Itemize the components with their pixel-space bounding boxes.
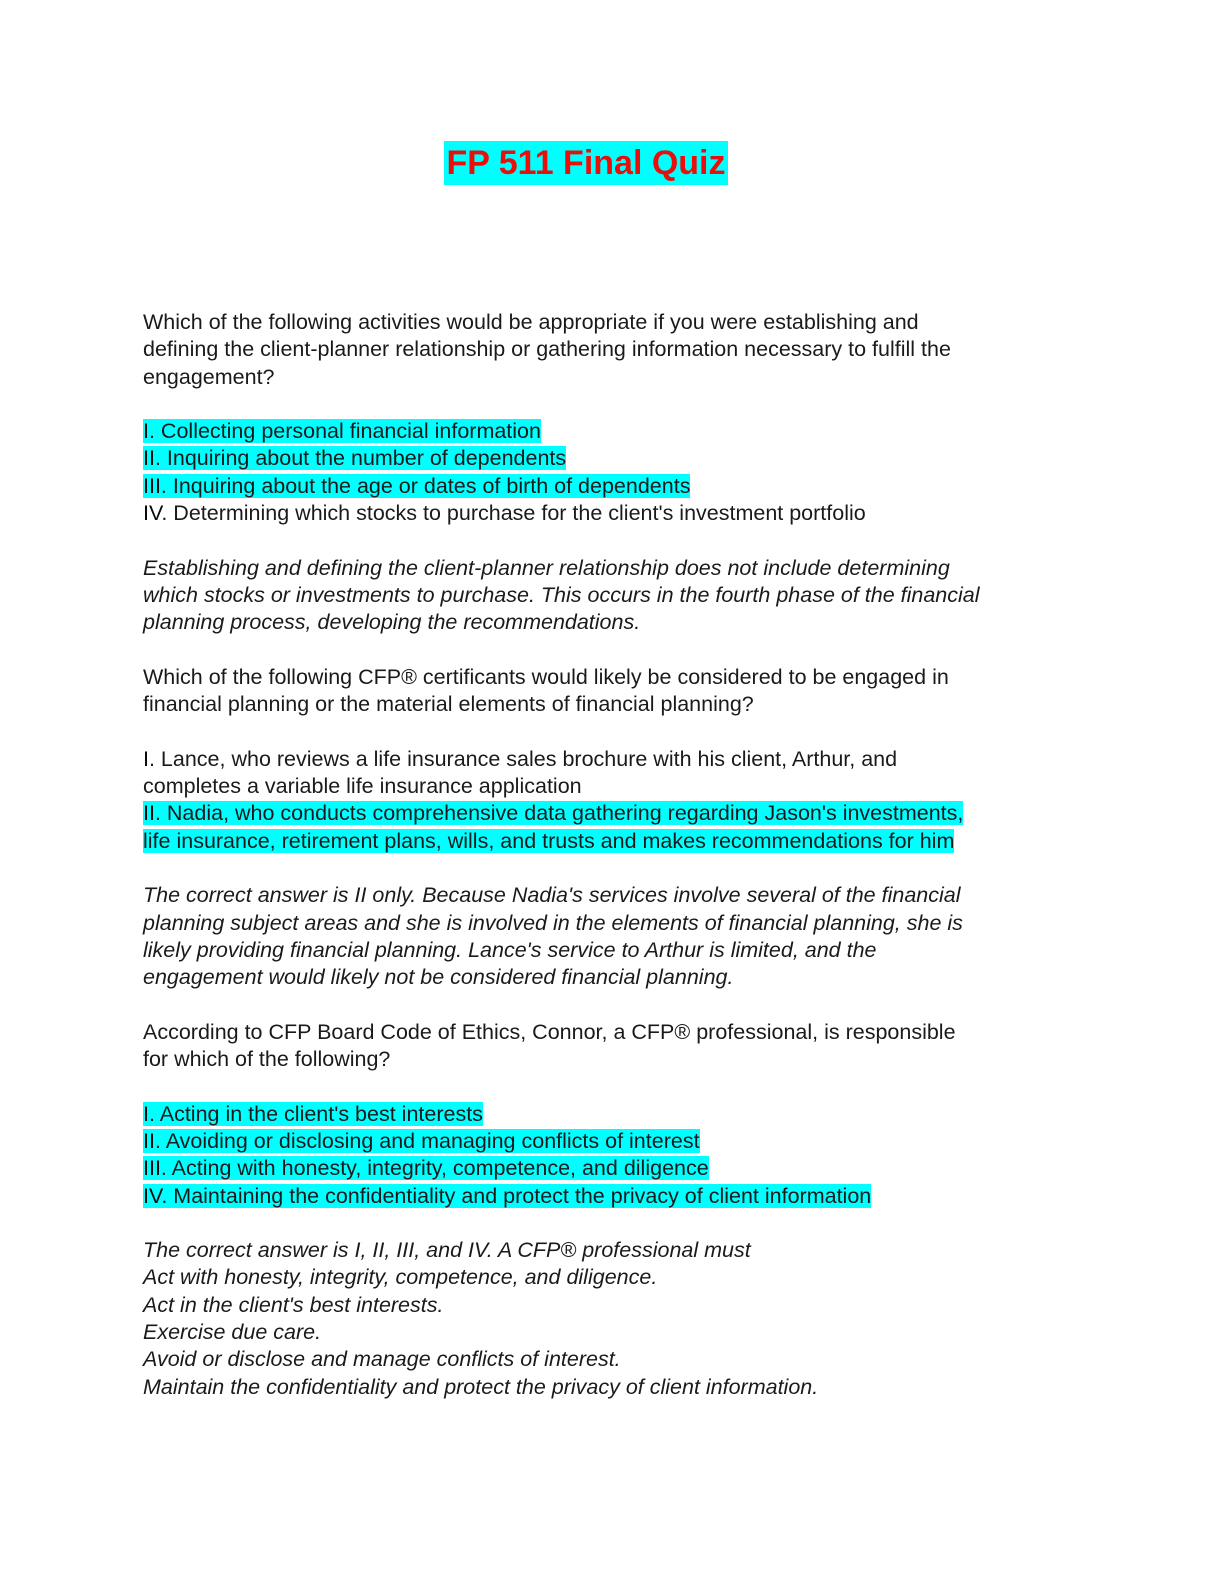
q1-option [143,445,1083,472]
option-number: III [143,1156,161,1181]
q3-question [143,1019,1083,1074]
option-text: . Collecting personal financial information [148,419,541,444]
q3-explanation-line: Act with honesty, integrity, competence, and diligence. [143,1265,658,1290]
option-number: II [143,1128,155,1153]
quiz-content [143,309,1083,1428]
option-text: . Avoiding or disclosing and managing conflicts of interest [154,1128,700,1153]
q2-question-line: Which of the following CFP® certificants would likely be considered to be engaged in [143,664,949,689]
q2-question [143,664,1083,719]
option-number: I [143,1101,149,1126]
option-text: . Lance, who reviews a life insurance sales brochure with his client, Arthur, and [148,746,898,771]
option-text: . Acting in the client's best interests [148,1101,483,1126]
q1-explanation-line: Establishing and defining the client-planner relationship does not include determining [143,555,950,580]
option-number: III [143,473,161,498]
q2-explanation-line: engagement would likely not be considered financial planning. [143,965,734,990]
option-number: IV [143,1183,162,1208]
q3-explanation-line: Maintain the confidentiality and protect the privacy of client information. [143,1374,819,1399]
q3-explanation-line: The correct answer is I, II, III, and IV. A CFP® professional must [143,1238,751,1263]
q1-question [143,309,1083,391]
title-wrap [143,141,1083,185]
q1-explanation-line: planning process, developing the recommendations. [143,610,641,635]
q3-question-line: for which of the following? [143,1047,391,1072]
q3-option [143,1155,1083,1182]
q3-explanation-line: Avoid or disclose and manage conflicts of interest. [143,1347,621,1372]
option-text: . Nadia, who conducts comprehensive data gathering regarding Jason's investments, [154,801,964,826]
option-number: II [143,801,155,826]
option-text: . Maintaining the confidentiality and protect the privacy of client information [161,1183,872,1208]
q1-question-line: engagement? [143,364,275,389]
q3-option [143,1101,1083,1128]
option-text: . Inquiring about the number of dependents [154,446,567,471]
q3-explanation-line: Exercise due care. [143,1319,322,1344]
q2-options [143,746,1083,855]
q3-option [143,1128,1083,1155]
q1-explanation-line: which stocks or investments to purchase. This occurs in the fourth phase of the financial [143,582,980,607]
option-number: I [143,419,149,444]
q1-option [143,473,1083,500]
option-text: life insurance, retirement plans, wills, and trusts and makes recommendations for him [143,828,955,853]
q2-option [143,746,1083,773]
q1-question-line: defining the client-planner relationship or gathering information necessary to fulfill the [143,337,951,362]
q3-options [143,1101,1083,1210]
q2-explanation [143,882,1083,991]
q2-explanation-line: planning subject areas and she is involved in the elements of financial planning, she is [143,910,963,935]
q2-explanation-line: The correct answer is II only. Because Nadia's services involve several of the financial [143,883,961,908]
q2-option [143,800,1083,827]
option-number: IV [143,501,162,526]
option-text: . Inquiring about the age or dates of birth of dependents [160,473,691,498]
q2-option-continued: completes a variable life insurance application [143,774,582,799]
page-title: FP 511 Final Quiz [444,141,727,185]
q3-explanation-line: Act in the client's best interests. [143,1292,444,1317]
q1-options [143,418,1083,527]
q1-explanation [143,555,1083,637]
q1-question-line: Which of the following activities would be appropriate if you were establishing and [143,310,919,334]
q3-option [143,1183,1083,1210]
q3-explanation [143,1237,1083,1401]
q2-option-continued [143,828,1083,855]
option-number: I [143,746,149,771]
option-text: . Acting with honesty, integrity, competence, and diligence [160,1156,709,1181]
q1-option [143,418,1083,445]
q3-question-line: According to CFP Board Code of Ethics, Connor, a CFP® professional, is responsible [143,1019,956,1044]
q2-explanation-line: likely providing financial planning. Lance's service to Arthur is limited, and the [143,937,877,962]
q1-option [143,500,1083,527]
option-number: II [143,446,155,471]
option-text: . Determining which stocks to purchase for the client's investment portfolio [161,501,866,526]
q2-question-line: financial planning or the material elements of financial planning? [143,692,754,717]
